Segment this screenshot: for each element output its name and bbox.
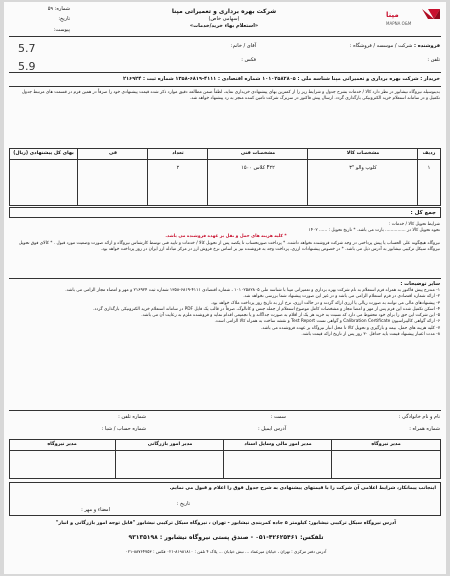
term-item: ۷- کلیه هزینه های حمل، بیمه و بارگیری و تحویل کالا تا محل انبار نیروگاه بر عهده فروشنده می باشد.: [260, 325, 440, 331]
header-qty: تعداد: [172, 151, 184, 156]
term-item: ۸- مدت اعتبار پیشنهاد قیمت باید حداقل ۳۰ روز پس از تاریخ ارائه قیمت باشد.: [301, 331, 440, 337]
seller-name-field: نام و نام خانوادگی :: [398, 414, 440, 420]
signature-table: [9, 439, 441, 479]
signature-label: مدیر امور بازرگانی: [147, 442, 193, 447]
signature-label: مدیر نیروگاه: [47, 442, 77, 447]
handwritten-value-1: 5.7: [18, 42, 36, 55]
term-item: ۳- پیشنهادهای مالی می توانند به صورت ریالی یا ارزی ارائه گردند و در حالت ارزی، نرخ ارز به تاریخ روز پرداخت ملاک خواهد بود.: [210, 300, 440, 306]
other-terms: [12, 281, 440, 338]
total-row: [9, 207, 441, 218]
logo-text: مپنا: [386, 11, 399, 19]
seller-position-field: سمت :: [270, 414, 286, 420]
seller-phone-field: شماره تلفن :: [118, 414, 146, 420]
header-spec: مشخصات فنی: [240, 151, 276, 156]
term-item: ۶- ارائه گواهی کالیبراسیون Calibration Certificate و گواهی تست Test Report و نقشه ساخت به همراه کالا الزامی است.: [214, 319, 440, 325]
header-unit-price: فی: [109, 151, 117, 156]
other-terms-title: سایر توضیحات :: [400, 281, 440, 287]
seller-phone: تلفن :: [427, 57, 440, 63]
form-number: شماره: ۵۹: [47, 6, 70, 12]
delivery-label: شرایط تحویل کالا / خدمات :: [388, 222, 440, 227]
shipping-note: * کلیه هزینه های حمل و نقل بر عهده فروشنده می باشد.: [165, 234, 287, 240]
delivery-terms: [12, 222, 440, 253]
term-item: ۵- این شرکت این حق را برای خود محفوظ می دارد که نسبت به خرید هر یک از اقلام به صورت جداگانه و یا تجمیعی اقدام نماید و فروشنده ملزم به رعایت آن می باشد.: [141, 313, 440, 319]
commitment-box: [9, 482, 441, 516]
header-total: بهای کل پیشنهادی (ریال): [13, 151, 74, 156]
seller-contact-name: آقای / خانم:: [230, 43, 256, 49]
seller-title: فروشنده :: [413, 43, 440, 49]
company-name: شرکت بهره برداری و تعمیراتی مپنا: [171, 8, 277, 15]
header-row-index: ردیف: [422, 151, 436, 156]
signature-label: مدیر نیروگاه: [371, 442, 401, 447]
row-qty: ۲: [176, 165, 180, 171]
commitment-text: اینجانب پیمانکار، شرایط اعلامی آن شرکت را با قیمتهای پیشنهادی به شرح جدول فوق را اعلام و قبول می نمایم.: [169, 486, 436, 491]
row-item: کلوپ والو "۳: [349, 165, 377, 171]
buyer-details: شرکت بهره برداری و تعمیراتی مپنا شناسه ملی : ۱۰۱۰۲۵۸۲۸۰۵ شماره اقتصادی : ۴۱۱۱-۶۸۱۹-۱۳۵۸ شماره ثبت : ۲۱۶۹۲۴: [122, 76, 419, 82]
logo-subtext: MAPNA O&M: [386, 21, 412, 26]
seller-email-field: آدرس ایمیل :: [258, 426, 286, 432]
seller-section: [350, 43, 440, 50]
buyer-section: [123, 76, 440, 83]
items-table: [9, 148, 441, 206]
mapna-logo: [384, 7, 442, 31]
seller-company-label: شرکت / موسسه / فروشگاه :: [349, 43, 413, 49]
seller-account-field: شماره حساب / شبا :: [101, 426, 146, 432]
seller-mobile-field: شماره همراه :: [409, 426, 440, 432]
seller-fax: فکس :: [241, 57, 256, 63]
term-item: ۲- ارائه شماره اقتصادی در فرم استعلام الزامی می باشد و در غیر این صورت پیشنهاد شما بررسی نخواهد شد.: [243, 294, 440, 300]
footer-office: آدرس دفتر مرکزی : تهران ، خیابان میرعماد ... نبش خیابان ... پلاک ۴ تلفن : ۸۱۹۸۱۸۱۰-۰۲۱ فکس : ۸۸۷۶۴۷۵۳-۰۲۱: [125, 549, 327, 554]
header-item: مشخصات کالا: [346, 151, 380, 156]
total-label: جمع کل :: [410, 210, 436, 216]
row-spec: F۲۲ کلاس ۱۵۰۰: [241, 165, 275, 171]
commitment-signature: امضاء و مهر :: [81, 507, 110, 513]
term-item: ۴- اسکن تکمیل شده این فرم پس از مهر و امضا مجاز و مشخصات کامل موضوع استعلام از جمله جنس و کاتالوگ، صرفاً در قالب یک فایل PDF در سامانه استعلام خرید الکترونیکی بارگذاری گردد.: [93, 306, 440, 312]
payment-terms: نیروگاه هیچگونه علی الحساب یا پیش پرداختی در وجه شرکت فروشنده نخواهد داشت. * پرداخت صورتحساب تا یکصد پس از تحویل کالا / خدمات و تایید فنی توسط کارشناس نیروگاه و ارائه صورت وضعیت مورد قبول . * کالای فوق تحویل نیروگاه سیکل ترکیبی نیشابور به آدرس ذیل می باشد. * در خصوص پیشنهادات ارزی، پرداخت وجه به فروشنده نیز بر اساس نرخ فروش ارز در مرکز مبادله ارز ایران در روز پرداخت خواهد بود.: [18, 240, 440, 252]
signature-label: مدیر امور مالی وسایل اسناد: [244, 442, 312, 447]
buyer-title: خریدار :: [420, 76, 440, 82]
form-title: «استعلام بهاء خرید/خدمات»: [189, 23, 259, 29]
delivery-place: نحوه تحویل کالا در ............... بارت می باشد. * تاریخ تحویل : ...... ۱۴۰۲: [308, 228, 440, 234]
footer-contact: تلفکس: ۴۲۶۲۵۴۶۱-۰۵۱ - صندق پستی نیروگاه نیشابور : ۹۳۱۳۵۱۹۸: [128, 534, 324, 541]
form-date: تاریخ:: [58, 16, 70, 22]
term-item: ۱- مندرج پیش فاکتور به همراه فرم استعلام به نام شرکت بهره برداری و تعمیراتی مپنا با شناسه ملی ۱۰۱۰۲۵۸۲۸۰۵ ، شماره اقتصادی ۴۱۱۱-۶۸۱۹-۱۳۵۸ شماره ثبت ۲۱۶۹۲۴ و مهر و امضاء مجاز الزامی می باشد.: [65, 288, 440, 294]
document-page: [4, 2, 446, 574]
intro-text: بدینوسیله نیروگاه نیشابور در نظر دارد کالا / خدمات بشرح جدول و شرایط زیر را از کمترین بهای پیشنهادی خریداری نماید، لطفاً ضمن مطالعه دقیق موارد ذکر شده قیمت پیشنهادی خود را صرفاً در همین فرم در قسمت های مرتبط جدول تکمیل و در سامانه استعلام خرید الکترونیکی بارگذاری گردد. ارسال پیش فاکتور در سربرگ شرکت تامین کننده منجر به رد پیشنهاد خواهد شد.: [21, 90, 440, 102]
row-index: ۱: [427, 165, 431, 171]
commitment-date: تاریخ :: [176, 501, 190, 507]
handwritten-value-2: 5.9: [18, 60, 36, 73]
form-attachment: پیوست:: [53, 27, 70, 33]
footer-address: آدرس نیروگاه سیکل ترکیبی نیشابور: کیلومتر ۵ جاده کمربندی نیشابور - تهران ، نیروگاه سیکل ترکیبی نیشابور "قابل توجه امور بازرگانی و انبار": [55, 521, 397, 526]
company-type: (سهامی خاص): [208, 16, 240, 22]
